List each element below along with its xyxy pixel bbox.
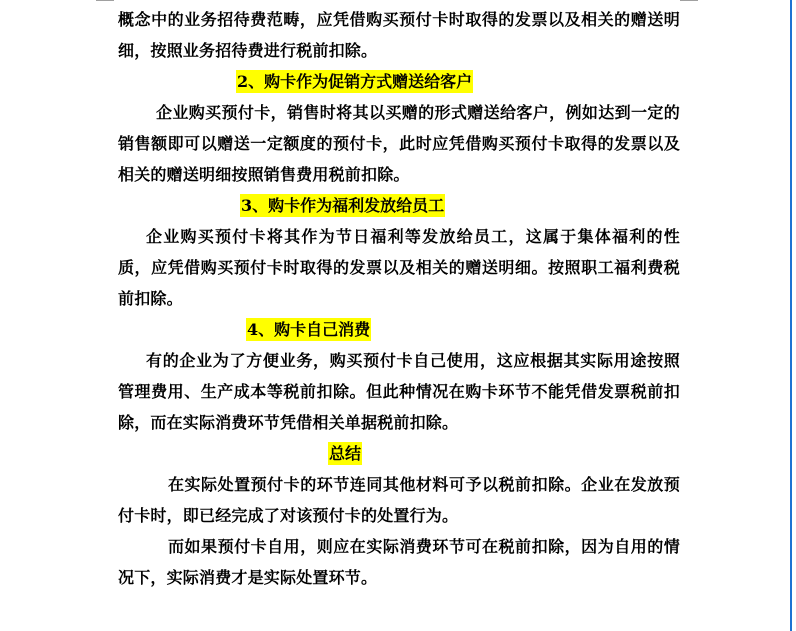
heading-promotion-gift (118, 66, 680, 97)
paragraph-promotion-gift: 企业购买预付卡，销售时将其以买赠的形式赠送给客户，例如达到一定的销售额即可以赠送一定额度的预付卡，此时应凭借购买预付卡取得的发票以及相关的赠送明细按照销售费用税前扣除。 (118, 103, 680, 184)
window-right-border (790, 0, 792, 631)
heading-self-consumption (118, 314, 680, 345)
page-corner-mark-right (680, 0, 698, 1)
heading-promotion-gift-text: 2、购卡作为促销方式赠送给客户 (237, 72, 473, 91)
document-body[interactable] (118, 4, 680, 593)
page-corner-mark-left (96, 0, 114, 1)
heading-self-consumption-text: 4、购卡自己消费 (247, 320, 371, 339)
heading-summary (118, 438, 680, 469)
heading-employee-welfare (118, 190, 680, 221)
paragraph-summary-2: 而如果预付卡自用，则应在实际消费环节可在税前扣除，因为自用的情况下，实际消费才是实际处置环节。 (118, 537, 680, 587)
paragraph-summary-1: 在实际处置预付卡的环节连同其他材料可予以税前扣除。企业在发放预付卡时，即已经完成了对该预付卡的处置行为。 (118, 475, 680, 525)
paragraph-self-consumption: 有的企业为了方便业务，购买预付卡自己使用，这应根据其实际用途按照管理费用、生产成本等税前扣除。但此种情况在购卡环节不能凭借发票税前扣除，而在实际消费环节凭借相关单据税前扣除。 (118, 351, 680, 432)
heading-employee-welfare-text: 3、购卡作为福利发放给员工 (241, 196, 445, 215)
paragraph-employee-welfare: 企业购买预付卡将其作为节日福利等发放给员工，这属于集体福利的性质，应凭借购买预付卡时取得的发票以及相关的赠送明细。按照职工福利费税前扣除。 (118, 227, 680, 308)
paragraph-intro: 概念中的业务招待费范畴，应凭借购买预付卡时取得的发票以及相关的赠送明细，按照业务招待费进行税前扣除。 (118, 10, 680, 60)
heading-summary-text: 总结 (329, 444, 362, 463)
